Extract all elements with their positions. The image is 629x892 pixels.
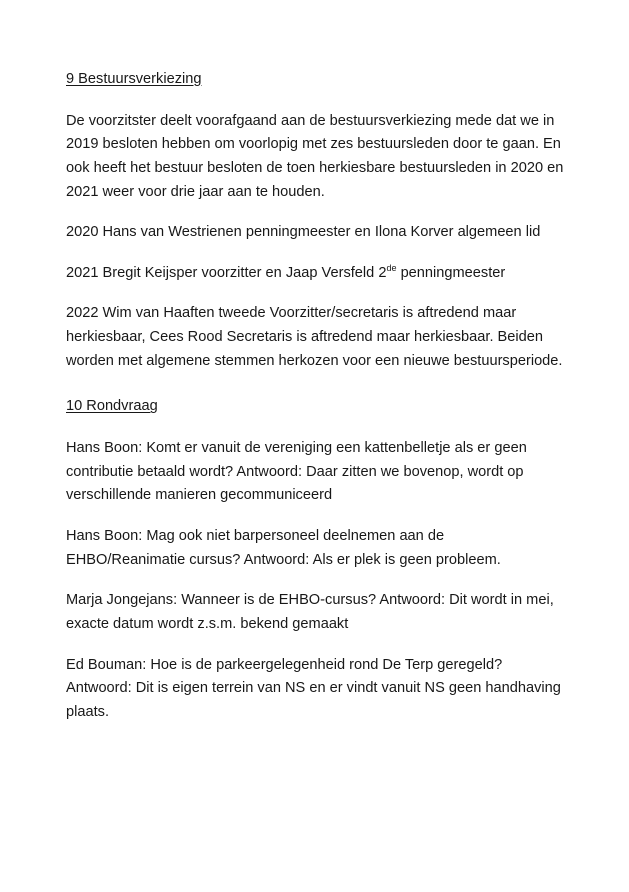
section-heading-bestuursverkiezing: 9 Bestuursverkiezing [66,71,202,87]
section-rondvraag [66,395,567,724]
paragraph-2021-text-before: 2021 Bregit Keijsper voorzitter en Jaap Versfeld 2 [66,264,387,281]
paragraph-vraag-hans-boon-contributie: Hans Boon: Komt er vanuit de vereniging een kattenbelletje als er geen contributie betaald wordt? Antwoord: Daar zitten we bovenop, wordt op verschillende manieren gecommuniceerd [66,440,527,504]
ordinal-suffix-de: de [386,262,397,273]
paragraph-vraag-ed-bouman: Ed Bouman: Hoe is de parkeergelegenheid rond De Terp geregeld? Antwoord: Dit is eigen terrein van NS en er vindt vanuit NS geen handhaving plaats. [66,656,561,720]
paragraph-2021-bestuursleden [66,262,567,286]
paragraph-2020-bestuursleden: 2020 Hans van Westrienen penningmeester en Ilona Korver algemeen lid [66,224,541,241]
paragraph-2022-bestuursleden: 2022 Wim van Haaften tweede Voorzitter/secretaris is aftredend maar herkiesbaar, Cees Rood Secretaris is aftredend maar herkiesbaar. Beiden worden met algemene stemmen herkozen voor een nieuwe bestuursperiode. [66,305,563,369]
paragraph-2021-text-after: penningmeester [396,264,506,281]
section-heading-rondvraag: 10 Rondvraag [66,398,158,415]
paragraph-bestuursverkiezing-intro: De voorzitster deelt voorafgaand aan de bestuursverkiezing mede dat we in 2019 besloten hebben om voorlopig met zes bestuursleden door te gaan. En ook heeft het bestuur besloten de toen herkiesbare bestuursleden in 2020 en 2021 weer voor drie jaar aan te houden. [66,112,564,200]
document-body [66,68,567,724]
section-bestuursverkiezing [66,68,567,373]
paragraph-vraag-marja-jongejans: Marja Jongejans: Wanneer is de EHBO-cursus? Antwoord: Dit wordt in mei, exacte datum wordt z.s.m. bekend gemaakt [66,592,554,632]
paragraph-vraag-hans-boon-ehbo: Hans Boon: Mag ook niet barpersoneel deelnemen aan de EHBO/Reanimatie cursus? Antwoord: Als er plek is geen probleem. [66,527,501,568]
